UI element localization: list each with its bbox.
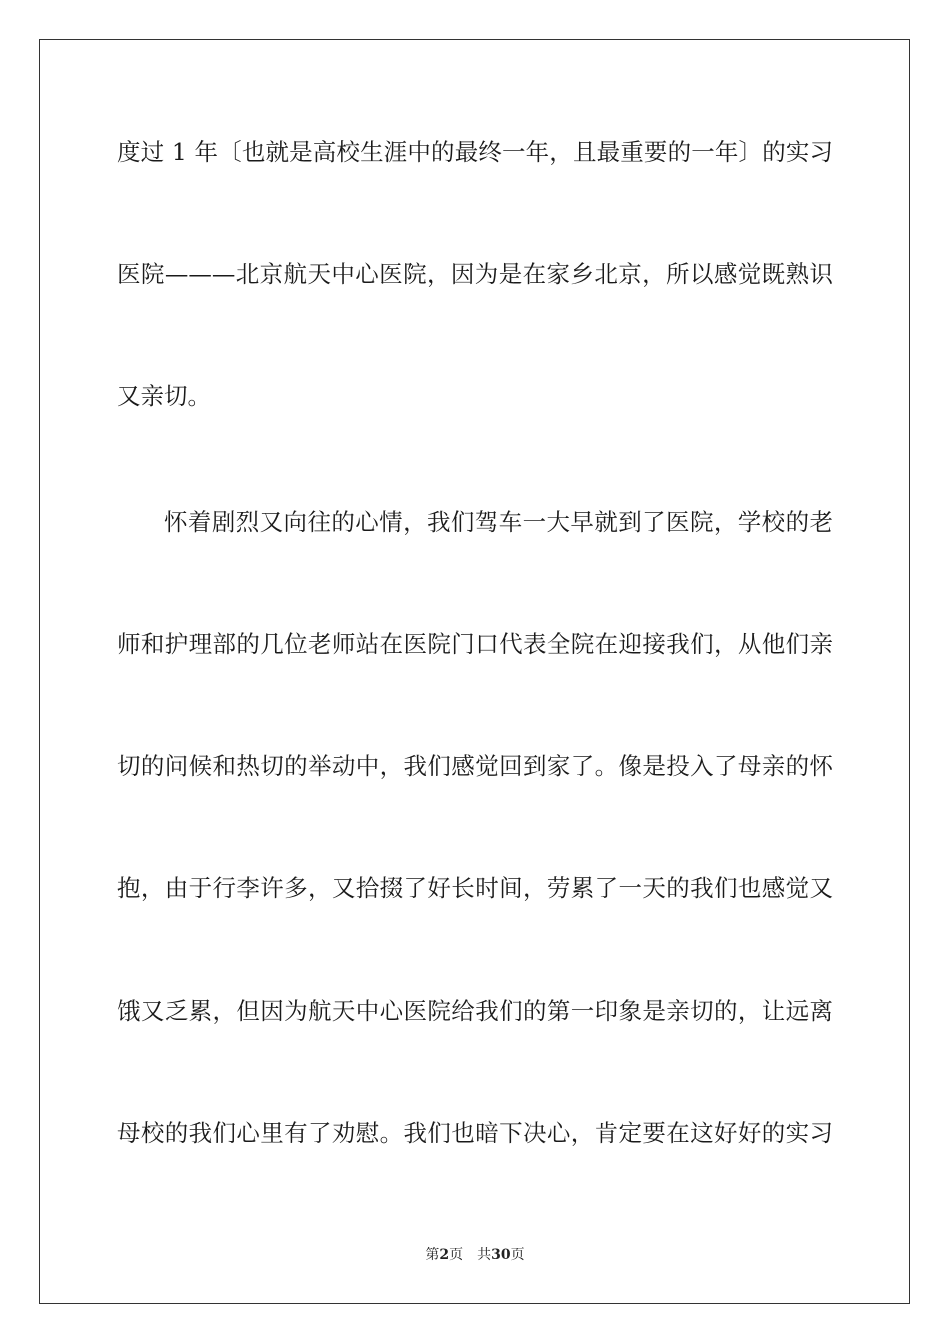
text-line-2: 医院———北京航天中心医院，因为是在家乡北京，所以感觉既熟识	[117, 260, 833, 288]
footer-total-prefix: 共	[477, 1247, 492, 1263]
text-line-4: 怀着剧烈又向往的心情，我们驾车一大早就到了医院，学校的老	[164, 508, 833, 536]
footer-page-number: 2	[439, 1247, 450, 1263]
text-line-8: 饿又乏累，但因为航天中心医院给我们的第一印象是亲切的，让远离	[117, 997, 833, 1025]
page-border	[39, 39, 910, 1304]
footer-page-prefix: 第	[425, 1247, 440, 1263]
footer-total-suffix: 页	[510, 1247, 525, 1263]
text-line-7: 抱，由于行李许多，又拾掇了好长时间，劳累了一天的我们也感觉又	[117, 874, 833, 902]
text-line-3: 又亲切。	[117, 382, 211, 410]
page-footer	[0, 1246, 950, 1264]
text-line-1: 度过 1 年〔也就是高校生涯中的最终一年，且最重要的一年〕的实习	[117, 138, 833, 166]
text-line-9: 母校的我们心里有了劝慰。我们也暗下决心，肯定要在这好好的实习	[117, 1119, 833, 1147]
text-line-6: 切的问候和热切的举动中，我们感觉回到家了。像是投入了母亲的怀	[117, 752, 833, 780]
text-line-5: 师和护理部的几位老师站在医院门口代表全院在迎接我们，从他们亲	[117, 630, 833, 658]
footer-page-suffix: 页	[449, 1247, 464, 1263]
footer-total-pages: 30	[491, 1247, 511, 1263]
